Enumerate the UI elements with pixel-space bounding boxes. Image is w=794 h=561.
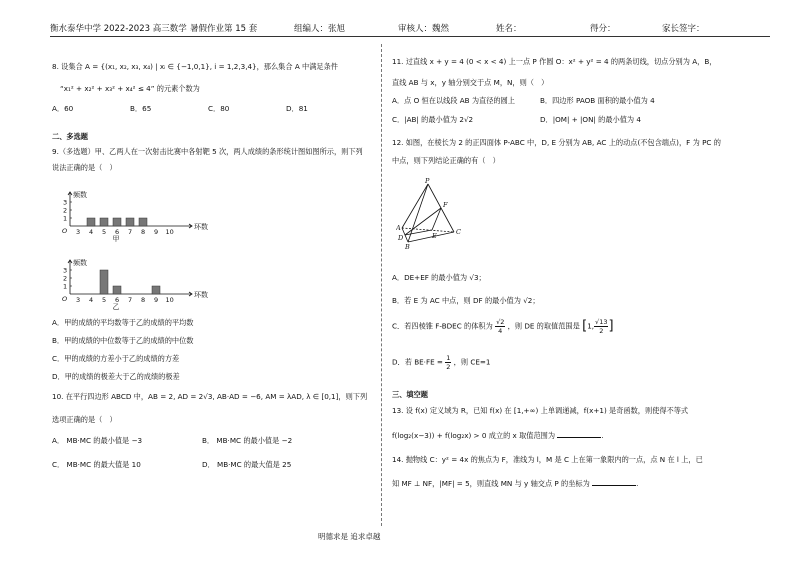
- q8-option-a: A．60: [52, 104, 74, 113]
- q12-c-left-bracket: [: [582, 318, 588, 334]
- y-axis-label: 频数: [73, 191, 87, 199]
- q9-option-a: A．甲的成绩的平均数等于乙的成绩的平均数: [52, 318, 194, 327]
- y-axis-label: 频数: [73, 259, 87, 267]
- q11-line1: 11. 过直线 x + y = 4 (0 < x < 4) 上一点 P 作圆 O：x² + y² = 4 的两条切线，切点分别为 A，B，: [392, 57, 717, 66]
- q10-option-c: C． MB·MC 的最大值是 10: [52, 460, 141, 469]
- q13-end: .: [601, 431, 604, 440]
- x-tick-label: 7: [128, 296, 133, 304]
- reviewer-label: 审核人：魏然: [398, 24, 450, 34]
- q8-option-c: C．80: [208, 104, 230, 113]
- label-e: E: [432, 232, 437, 240]
- q9-line2: 说法正确的是（ ）: [52, 163, 117, 172]
- homework-title: 暑假作业第 15 套: [190, 24, 258, 34]
- x-tick-label: 8: [141, 296, 146, 304]
- q13-line2: [392, 430, 604, 440]
- x-axis-label: 环数: [194, 291, 208, 299]
- bar: [113, 286, 121, 294]
- tetrahedron-figure: [396, 176, 466, 250]
- q12-c-volume-fraction: [495, 318, 505, 335]
- q11-option-c: C．|AB| 的最小值为 2√2: [392, 115, 474, 124]
- q14-line2: [392, 478, 638, 488]
- editor-label: 组编人：张旭: [294, 24, 346, 34]
- q12-c-prefix: C．若四棱锥 F-BDEC 的体积为: [392, 321, 493, 331]
- x-tick-label: 7: [128, 228, 133, 236]
- q12-c-interval-numerator: √13: [595, 318, 608, 326]
- q12-c-volume-numerator: √2: [496, 318, 505, 326]
- bar-chart-jia: [56, 178, 216, 244]
- q8-line2: “x₁² + x₂² + x₃² + x₄² ≤ 4” 的元素个数为: [60, 84, 200, 93]
- label-d: D: [398, 234, 404, 242]
- q12-option-a: A．DE+EF 的最小值为 √3；: [392, 273, 486, 282]
- y-tick-label: 3: [63, 266, 68, 275]
- school-title: 衡水泰华中学 2022-2023 高三数学: [50, 24, 187, 34]
- q8-option-b: B．65: [130, 104, 152, 113]
- y-tick-label: 2: [63, 206, 68, 215]
- page-footer: 明德求是 追求卓越: [318, 532, 381, 541]
- q12-option-d: [392, 354, 491, 371]
- bar: [113, 218, 121, 226]
- q14-end: .: [636, 479, 639, 488]
- parent-signature-label: 家长签字：: [662, 24, 705, 34]
- y-tick-label: 2: [63, 274, 68, 283]
- x-tick-label: 9: [154, 228, 159, 236]
- x-tick-label: 3: [76, 296, 81, 304]
- x-tick-label: 5: [102, 228, 107, 236]
- q9-option-c: C．甲的成绩的方差小于乙的成绩的方差: [52, 354, 180, 363]
- label-a: A: [396, 224, 401, 232]
- q8-option-d: D．81: [286, 104, 308, 113]
- x-tick-label: 8: [141, 228, 146, 236]
- x-tick-label: 6: [115, 228, 120, 236]
- x-tick-label: 10: [165, 296, 174, 304]
- q12-d-denominator: 2: [446, 363, 451, 372]
- q10-option-a: A． MB·MC 的最小值是 −3: [52, 436, 143, 445]
- q9-option-d: D．甲的成绩的极差大于乙的成绩的极差: [52, 372, 180, 381]
- score-label: 得分：: [590, 24, 616, 34]
- q12-c-volume-denominator: 4: [498, 327, 503, 336]
- origin-label: O: [62, 295, 68, 303]
- label-f: F: [443, 201, 448, 209]
- x-tick-label: 6: [115, 296, 120, 304]
- x-tick-label: 5: [102, 296, 107, 304]
- q12-c-interval-denominator: 2: [599, 327, 604, 336]
- y-tick-label: 1: [63, 214, 68, 223]
- q13-answer-blank[interactable]: [557, 430, 604, 440]
- q13-line1: 13. 设 f(x) 定义域为 R，已知 f(x) 在 [1,+∞) 上单调递减，f(x+1) 是奇函数，则使得不等式: [392, 406, 689, 415]
- bar: [139, 218, 147, 226]
- q14-answer-blank[interactable]: [592, 478, 639, 488]
- section-fill-blank: 三、填空题: [392, 390, 428, 399]
- segment-de: [405, 230, 432, 235]
- q12-c-middle: ，则 DE 的取值范围是: [507, 321, 580, 331]
- bar: [87, 218, 95, 226]
- q13-line2-text: f(log₂(x−3)) + f(log₂x) > 0 成立的 x 取值范围为: [392, 431, 556, 440]
- q10-line2: 选项正确的是（ ）: [52, 415, 117, 424]
- bar: [126, 218, 134, 226]
- q10-line1: 10. 在平行四边形 ABCD 中，AB = 2, AD = 2√3, AB·AD = −6, AM = λAD, λ ∈ [0,1]，则下列: [52, 392, 368, 401]
- name-label: 姓名：: [496, 24, 522, 34]
- x-axis-label: 环数: [194, 223, 208, 231]
- q12-d-suffix: ，则 CE=1: [453, 357, 491, 367]
- origin-label: O: [62, 227, 68, 235]
- q12-line2: 中点，则下列结论正确的有（ ）: [392, 156, 500, 165]
- q11-option-b: B．四边形 PAOB 面积的最小值为 4: [540, 96, 655, 105]
- q12-d-numerator: 1: [446, 354, 451, 362]
- q9-line1: 9.（多选题）甲、乙两人在一次射击比赛中各射靶 5 次，两人成绩的条形统计图如图所示，则下列: [52, 147, 363, 156]
- x-tick-label: 10: [165, 228, 174, 236]
- x-tick-label: 4: [89, 228, 94, 236]
- q12-d-fraction: [445, 354, 451, 371]
- q10-option-b: B． MB·MC 的最小值是 −2: [202, 436, 293, 445]
- bar: [100, 218, 108, 226]
- q11-option-d: D．|OM| + |ON| 的最小值为 4: [540, 115, 641, 124]
- right-column: [392, 0, 764, 561]
- bar: [152, 286, 160, 294]
- label-c: C: [456, 228, 461, 236]
- q9-option-b: B．甲的成绩的中位数等于乙的成绩的中位数: [52, 336, 194, 345]
- section-multi-choice: 二、多选题: [52, 132, 88, 141]
- bar: [100, 270, 108, 294]
- q14-line1: 14. 抛物线 C：y² = 4x 的焦点为 F，准线为 l，M 是 C 上在第一象限内的一点，点 N 在 l 上，已: [392, 455, 703, 464]
- q14-line2-text: 知 MF ⊥ NF，|MF| = 5，则直线 MN 与 y 轴交点 P 的坐标为: [392, 479, 590, 488]
- q10-option-d: D． MB·MC 的最大值是 25: [202, 460, 292, 469]
- q12-c-interval-fraction: [594, 318, 608, 335]
- q12-line1: 12. 如图，在棱长为 2 的正四面体 P-ABC 中，D, E 分别为 AB, AC 上的动点(不包含端点)，F 为 PC 的: [392, 138, 721, 147]
- q12-c-interval-left: 1,: [587, 321, 595, 331]
- q12-option-c: [392, 318, 614, 335]
- column-divider: [381, 44, 382, 526]
- q12-d-prefix: D．若 BE·FE =: [392, 357, 443, 367]
- q12-option-b: B．若 E 为 AC 中点，则 DF 的最小值为 √2；: [392, 296, 540, 305]
- label-b: B: [405, 243, 410, 250]
- y-tick-label: 3: [63, 198, 68, 207]
- chart-title: 乙: [112, 303, 120, 310]
- x-tick-label: 9: [154, 296, 159, 304]
- chart-title: 甲: [112, 235, 120, 243]
- x-tick-label: 4: [89, 296, 94, 304]
- q12-c-right-bracket: ]: [608, 318, 614, 334]
- q11-option-a: A．点 O 恒在以线段 AB 为直径的圆上: [392, 96, 515, 105]
- y-tick-label: 1: [63, 282, 68, 291]
- bar-chart-yi: [56, 248, 216, 310]
- x-tick-label: 3: [76, 228, 81, 236]
- label-p: P: [425, 177, 430, 185]
- q8-line1: 8. 设集合 A = {(x₁, x₂, x₃, x₄) | xᵢ ∈ {−1,0,1}, i = 1,2,3,4}，那么集合 A 中满足条件: [52, 62, 338, 71]
- q11-line2: 直线 AB 与 x，y 轴分别交于点 M，N，则（ ）: [392, 78, 549, 87]
